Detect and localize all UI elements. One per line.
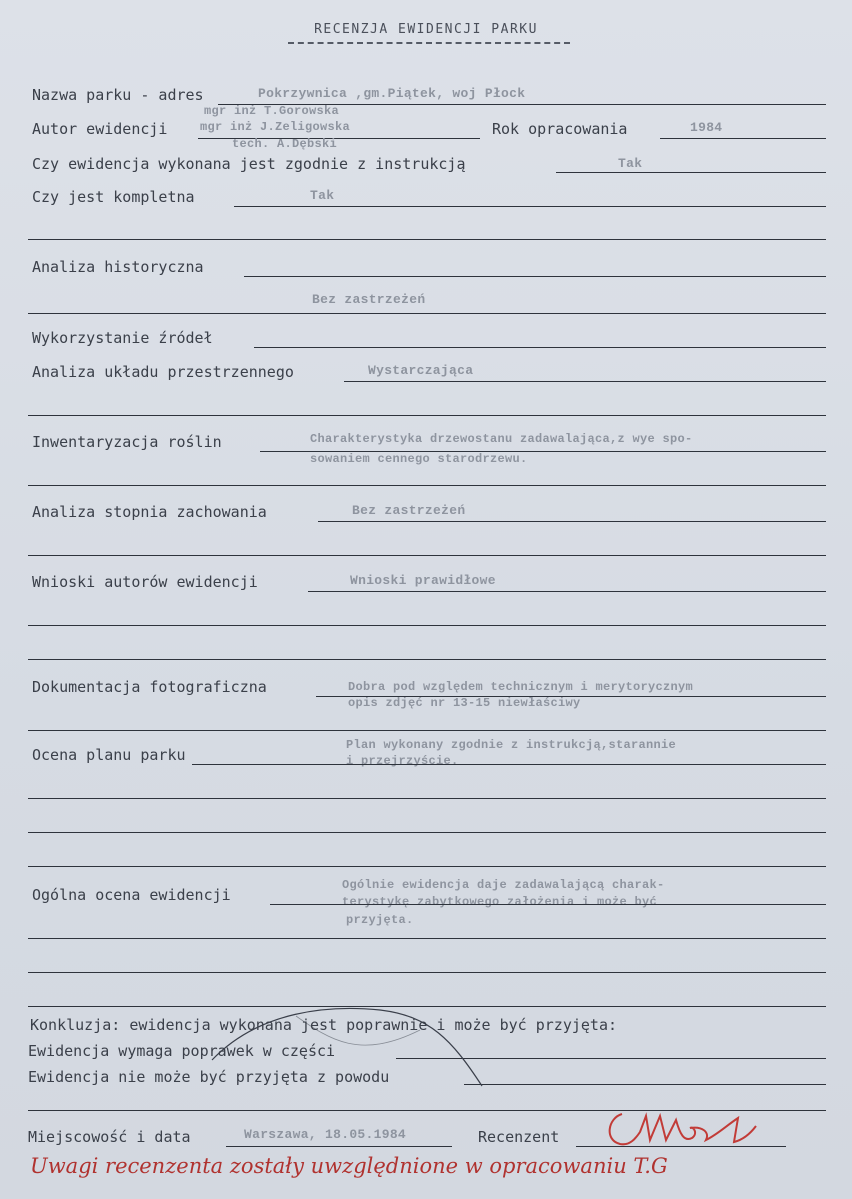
handwritten-note: Uwagi recenzenta zostały uwzględnione w opracowaniu T.G — [30, 1154, 668, 1178]
rok-label: Rok opracowania — [492, 120, 628, 138]
foto-label: Dokumentacja fotograficzna — [32, 678, 267, 696]
zgodnosc-value: Tak — [618, 156, 643, 171]
wnioski-value: Wnioski prawidłowe — [350, 573, 496, 588]
rok-value: 1984 — [690, 120, 723, 135]
historyczna-value: Bez zastrzeżeń — [312, 292, 426, 307]
ogolna-value-3: przyjęta. — [346, 913, 414, 927]
miejsce-label: Miejscowość i data — [28, 1128, 191, 1146]
autor-value-1: mgr inż T.Gorowska — [204, 104, 340, 118]
ogolna-label: Ogólna ocena ewidencji — [32, 886, 231, 904]
inwentaryzacja-label: Inwentaryzacja roślin — [32, 433, 222, 451]
inwentaryzacja-value-1: Charakterystyka drzewostanu zadawalająca,z wye spo- — [310, 432, 693, 446]
kompletna-value: Tak — [310, 188, 335, 203]
plan-label: Ocena planu parku — [32, 746, 186, 764]
inwentaryzacja-value-2: sowaniem cennego starodrzewu. — [310, 452, 528, 466]
uklad-label: Analiza układu przestrzennego — [32, 363, 294, 381]
plan-value-1: Plan wykonany zgodnie z instrukcją,starannie — [346, 738, 677, 752]
historyczna-label: Analiza historyczna — [32, 258, 204, 276]
miejsce-line — [226, 1146, 452, 1147]
conclusion-line-3: Ewidencja nie może być przyjęta z powodu — [28, 1068, 390, 1086]
miejsce-value: Warszawa, 18.05.1984 — [244, 1127, 407, 1142]
recenzent-signature — [600, 1102, 770, 1154]
zgodnosc-label: Czy ewidencja wykonana jest zgodnie z instrukcją — [32, 155, 466, 173]
ogolna-value-1: Ogólnie ewidencja daje zadawalającą charak- — [342, 878, 665, 892]
recenzent-label: Recenzent — [478, 1128, 560, 1146]
zrodla-label: Wykorzystanie źródeł — [32, 329, 213, 347]
autor-value-2: mgr inż J.Zeligowska — [200, 120, 351, 134]
nazwa-label: Nazwa parku - adres — [32, 86, 204, 104]
kompletna-label: Czy jest kompletna — [32, 188, 195, 206]
conclusion-line-1: Konkluzja: ewidencja wykonana jest poprawnie i może być przyjęta: — [30, 1016, 617, 1034]
ogolna-value-2: terystykę zabytkowego założenia i może być — [342, 895, 658, 909]
document-title: RECENZJA EWIDENCJI PARKU — [314, 22, 538, 37]
foto-value-2: opis zdjęć nr 13-15 niewłaściwy — [348, 696, 581, 710]
foto-value-1: Dobra pod względem technicznym i merytorycznym — [348, 680, 694, 694]
wnioski-label: Wnioski autorów ewidencji — [32, 573, 258, 591]
zachowanie-value: Bez zastrzeżeń — [352, 503, 466, 518]
autor-value-3: tech. A.Dębski — [232, 137, 338, 151]
autor-label: Autor ewidencji — [32, 120, 168, 138]
plan-value-2: i przejrzyście. — [346, 754, 459, 768]
conclusion-line-2: Ewidencja wymaga poprawek w części — [28, 1042, 336, 1060]
uklad-value: Wystarczająca — [368, 363, 474, 378]
nazwa-value: Pokrzywnica ,gm.Piątek, woj Płock — [258, 86, 526, 101]
zachowanie-label: Analiza stopnia zachowania — [32, 503, 267, 521]
